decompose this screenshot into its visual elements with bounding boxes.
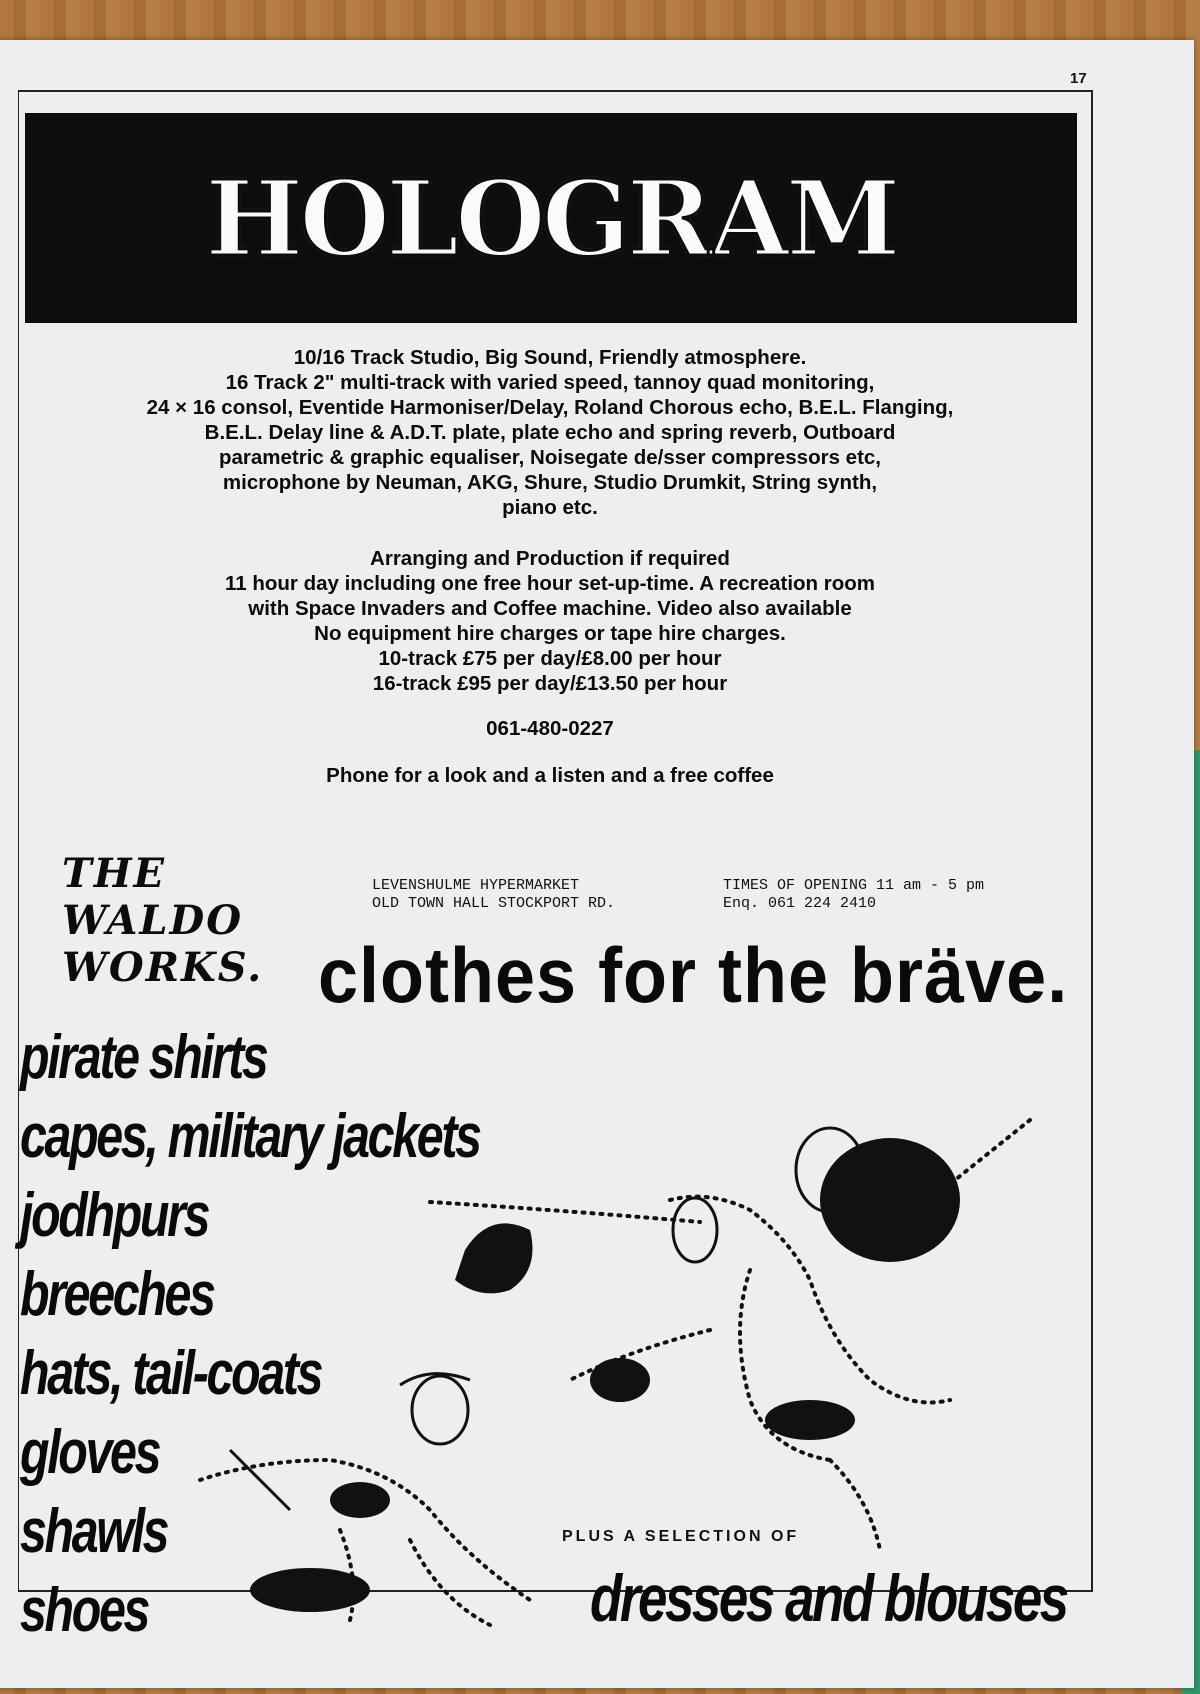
clothing-item: jodhpurs	[20, 1181, 209, 1250]
address-line: LEVENSHULME HYPERMARKET	[372, 877, 580, 894]
address-line: OLD TOWN HALL STOCKPORT RD.	[372, 895, 616, 912]
hologram-title: HOLOGRAM	[205, 156, 897, 280]
waldo-address	[372, 877, 615, 913]
clothing-item: gloves	[20, 1418, 160, 1487]
hologram-studio-text	[40, 345, 1060, 788]
details-line: No equipment hire charges or tape hire charges.	[314, 622, 786, 645]
pirate-swordfight-illustration	[110, 1080, 1110, 1640]
logo-line: THE	[62, 850, 167, 897]
logo-line: WORKS.	[62, 944, 264, 991]
enquiry-line: Enq. 061 224 2410	[723, 895, 877, 912]
details-line: Arranging and Production if required	[370, 547, 730, 570]
studio-line: microphone by Neuman, AKG, Shure, Studio Drumkit, String synth,	[222, 471, 878, 494]
clothing-item: hats, tail-coats	[20, 1339, 322, 1408]
clothing-item: breeches	[20, 1260, 214, 1329]
waldo-opening-times	[723, 877, 984, 913]
times-line: TIMES OF OPENING 11 am - 5 pm	[723, 877, 985, 894]
waldo-works-logo	[62, 850, 272, 991]
waldo-headline: clothes for the bräve.	[318, 933, 1069, 1020]
studio-line: 16 Track 2" multi-track with varied speed, tannoy quad monitoring,	[225, 371, 875, 394]
clothing-item: shawls	[20, 1497, 168, 1566]
studio-line: parametric & graphic equaliser, Noisegate de/sser compressors etc,	[219, 446, 881, 469]
studio-line: 24 × 16 consol, Eventide Harmoniser/Delay, Roland Chorous echo, B.E.L. Flanging,	[146, 396, 954, 419]
dresses-text: dresses and blouses	[590, 1561, 1067, 1635]
price-line: 16-track £95 per day/£13.50 per hour	[372, 672, 728, 695]
details-line: 11 hour day including one free hour set-up-time. A recreation room	[224, 572, 876, 595]
price-line: 10-track £75 per day/£8.00 per hour	[378, 647, 722, 670]
studio-line: 10/16 Track Studio, Big Sound, Friendly atmosphere.	[293, 346, 807, 369]
clothing-item: capes, military jackets	[20, 1102, 480, 1171]
details-line: with Space Invaders and Coffee machine. Video also available	[248, 597, 852, 620]
logo-line: WALDO	[62, 897, 244, 944]
plus-selection-text: PLUS A SELECTION OF	[562, 1528, 800, 1545]
page-number: 17	[1070, 70, 1087, 87]
studio-line: B.E.L. Delay line & A.D.T. plate, plate echo and spring reverb, Outboard	[204, 421, 896, 444]
hologram-phone: 061-480-0227	[486, 717, 614, 740]
hologram-tagline: Phone for a look and a listen and a free coffee	[326, 764, 774, 787]
clothing-item: pirate shirts	[20, 1023, 267, 1092]
clothing-item: shoes	[20, 1576, 149, 1645]
hologram-banner	[25, 113, 1077, 323]
studio-line: piano etc.	[502, 496, 598, 519]
